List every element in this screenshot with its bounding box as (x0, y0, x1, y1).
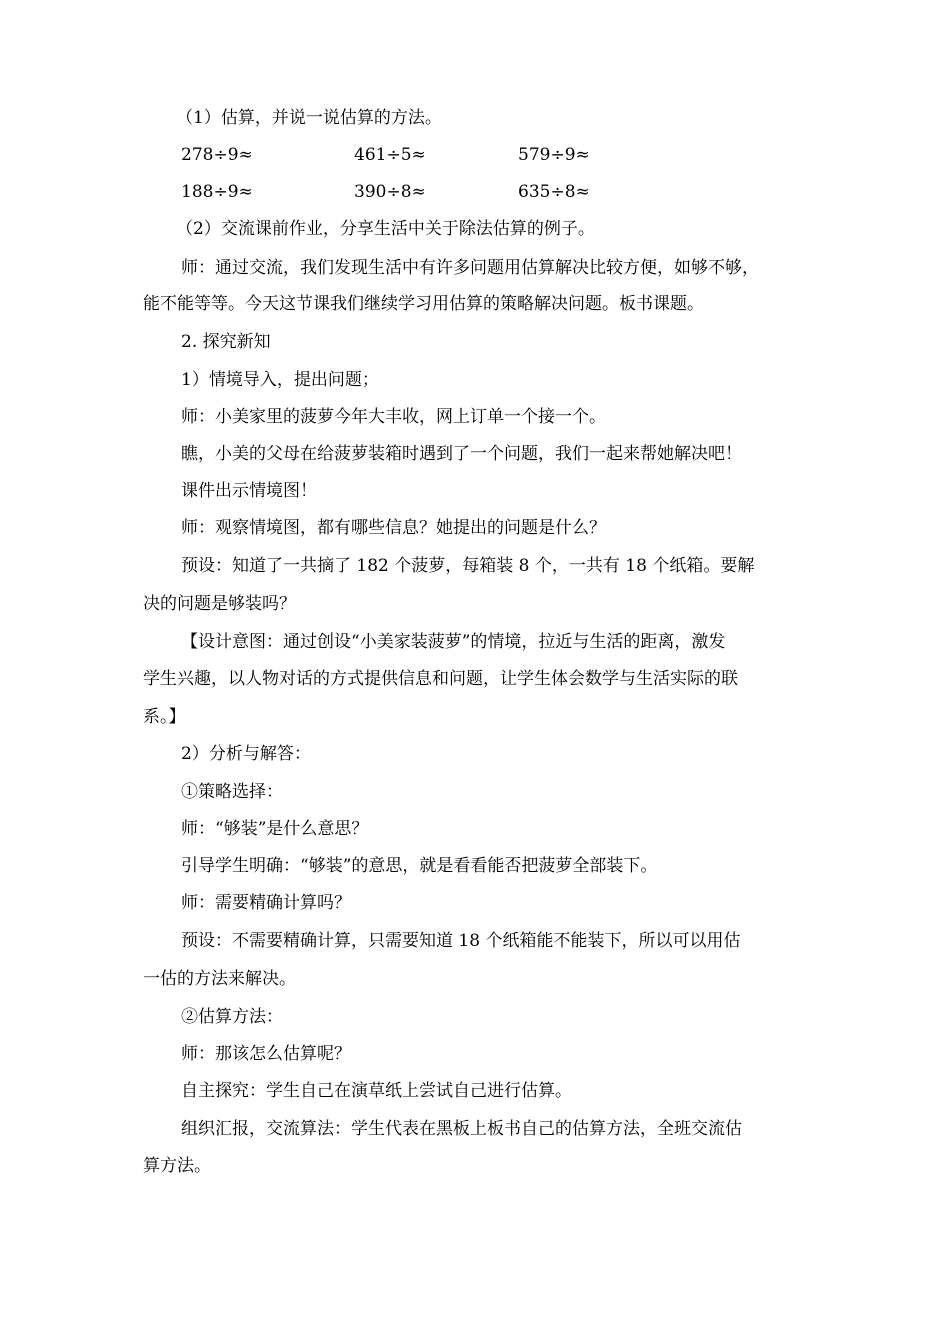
calc-item: 188÷9≈ (181, 182, 253, 202)
section-heading: 2. 探究新知 (181, 332, 271, 352)
paragraph-line: 预设：知道了一共摘了 182 个菠萝，每箱装 8 个，一共有 18 个纸箱。要解 (181, 556, 755, 576)
exercise-2-instruction: （2）交流课前作业，分享生活中关于除法估算的例子。 (176, 219, 595, 239)
paragraph-line: 师：小美家里的菠萝今年大丰收，网上订单一个接一个。 (181, 407, 606, 427)
paragraph-line: 课件出示情境图！ (181, 481, 317, 501)
step-heading: ①策略选择： (181, 782, 283, 802)
design-intent-line: 学生兴趣，以人物对话的方式提供信息和问题，让学生体会数学与生活实际的联 (143, 669, 738, 689)
exercise-1-instruction: （1）估算，并说一说估算的方法。 (176, 108, 442, 128)
calc-item: 461÷5≈ (354, 145, 426, 165)
design-intent-line: 系。】 (143, 707, 186, 727)
paragraph-line: 师：观察情境图，都有哪些信息？她提出的问题是什么？ (181, 518, 606, 538)
paragraph-line: 师：那该怎么估算呢？ (181, 1044, 351, 1064)
paragraph-line: 算方法。 (143, 1156, 211, 1176)
paragraph-line: 师：通过交流，我们发现生活中有许多问题用估算解决比较方便，如够不够， (181, 258, 759, 278)
paragraph-line: 预设：不需要精确计算，只需要知道 18 个纸箱能不能装下，所以可以用估 (181, 931, 741, 951)
paragraph-line: 自主探究：学生自己在演草纸上尝试自己进行估算。 (181, 1081, 572, 1101)
calc-item: 390÷8≈ (354, 182, 426, 202)
design-intent-line: 【设计意图：通过创设“小美家装菠萝”的情境，拉近与生活的距离，激发 (181, 632, 726, 652)
paragraph-line: 能不能等等。今天这节课我们继续学习用估算的策略解决问题。板书课题。 (143, 294, 704, 314)
step-heading: ②估算方法： (181, 1007, 283, 1027)
paragraph-line: 组织汇报，交流算法：学生代表在黑板上板书自己的估算方法，全班交流估 (181, 1119, 742, 1139)
paragraph-line: 决的问题是够装吗？ (143, 594, 296, 614)
subsection-heading: 2）分析与解答： (181, 744, 311, 764)
calc-item: 635÷8≈ (518, 182, 590, 202)
calc-item: 579÷9≈ (518, 145, 590, 165)
paragraph-line: 师：“够装”是什么意思？ (181, 819, 369, 839)
calc-item: 278÷9≈ (181, 145, 253, 165)
paragraph-line: 引导学生明确：“够装”的意思，就是看看能否把菠萝全部装下。 (181, 856, 658, 876)
paragraph-line: 瞧，小美的父母在给菠萝装箱时遇到了一个问题，我们一起来帮她解决吧！ (181, 444, 742, 464)
paragraph-line: 一估的方法来解决。 (143, 969, 296, 989)
subsection-heading: 1）情境导入，提出问题； (181, 370, 379, 390)
paragraph-line: 师：需要精确计算吗？ (181, 893, 351, 913)
